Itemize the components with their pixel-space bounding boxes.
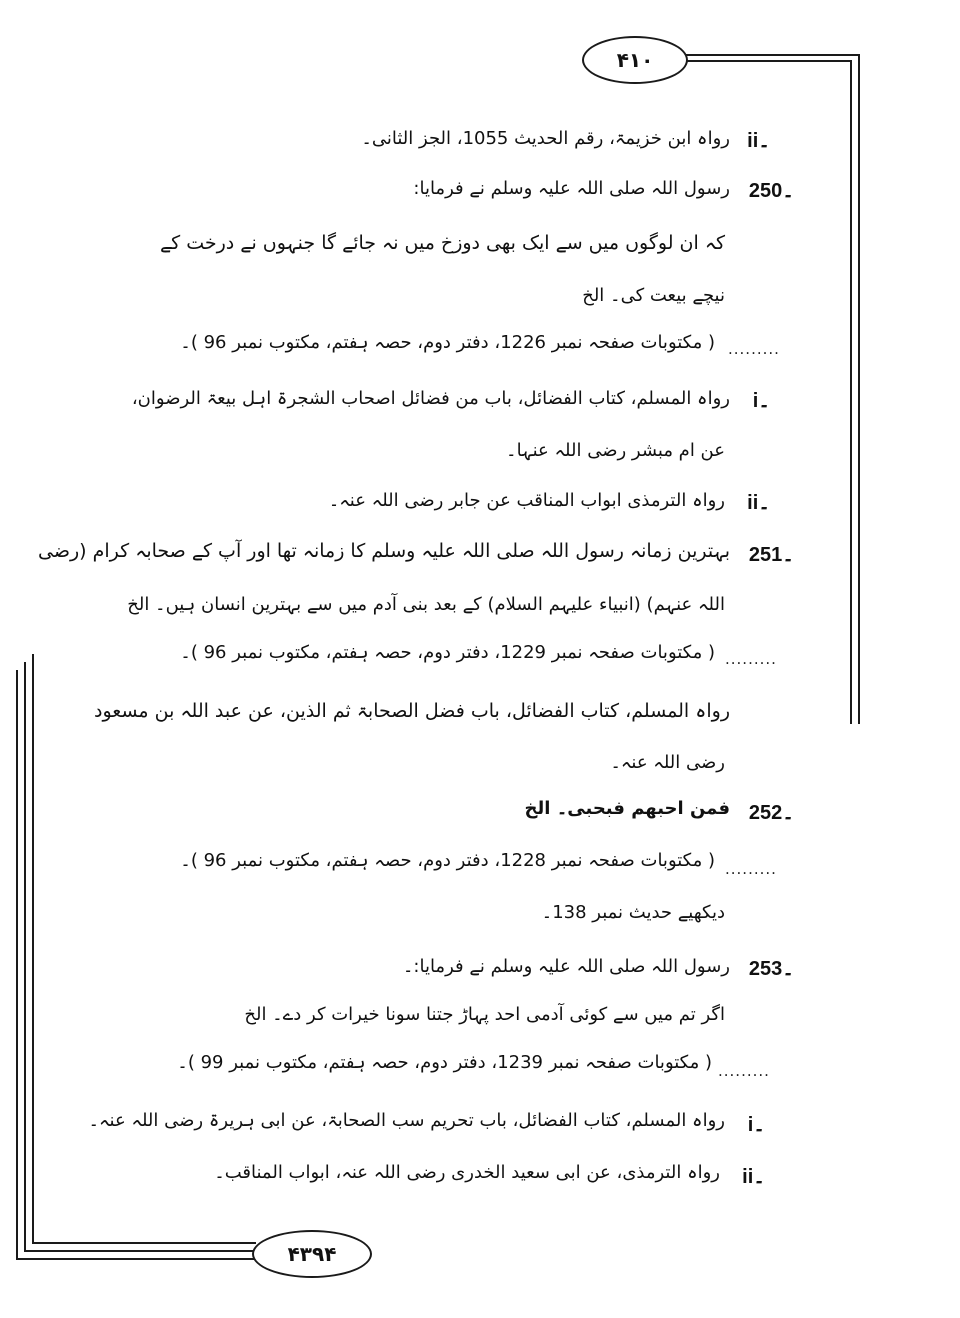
- entry-marker: ii۔: [747, 492, 770, 514]
- entry-text: دیکھیے حدیث نمبر 138۔: [541, 902, 725, 923]
- frame-top-line-inner: [680, 60, 850, 62]
- entry-dots: .........: [728, 340, 780, 358]
- reference-text: ( مکتوبات صفحہ نمبر 1229، دفتر دوم، حصہ ہفتم، مکتوب نمبر 96 )۔: [180, 642, 715, 663]
- reference-text: ( مکتوبات صفحہ نمبر 1226، دفتر دوم، حصہ ہفتم، مکتوب نمبر 96 )۔: [180, 332, 715, 353]
- entry-text: رسول اللہ صلی اللہ علیہ وسلم نے فرمایا:۔: [402, 956, 730, 977]
- entry-text: رواہ المسلم، کتاب الفضائل، باب من فضائل اصحاب الشجرۃ اہل بیعۃ الرضوان،: [131, 388, 730, 409]
- entry-text: رواہ المسلم، کتاب الفضائل، باب فضل الصحابۃ ثم الذین، عن عبد اللہ بن مسعود: [94, 700, 730, 722]
- entry-dots: .........: [725, 860, 777, 878]
- entry-marker: 251۔: [748, 544, 794, 566]
- entry-marker: 253۔: [748, 958, 794, 980]
- reference-text: ( مکتوبات صفحہ نمبر 1239، دفتر دوم، حصہ ہفتم، مکتوب نمبر 99 )۔: [177, 1052, 712, 1073]
- frame-right-line-inner: [850, 60, 852, 724]
- entry-dots: .........: [718, 1062, 770, 1080]
- entry-marker: 252۔: [748, 802, 794, 824]
- entry-text: فمن احبھم فبحبی۔ الخ: [524, 798, 730, 819]
- entry-text: رواہ الترمذی، عن ابی سعید الخدری رضی اللہ عنہ، ابواب المناقب۔: [214, 1162, 720, 1183]
- entry-text: رواہ المسلم، کتاب الفضائل، باب تحریم سب الصحابۃ، عن ابی ہریرۃ رضی اللہ عنہ۔: [88, 1110, 725, 1131]
- entry-marker: i۔: [752, 390, 770, 412]
- entry-marker: ii۔: [747, 130, 770, 152]
- page-number-bottom: ۴۳۹۴: [252, 1230, 372, 1278]
- entry-text: بہترین زمانہ رسول اللہ صلی اللہ علیہ وسلم کا زمانہ تھا اور آپ کے صحابہ کرام (رضی: [37, 540, 730, 562]
- entry-text: نیچے بیعت کی۔ الخ: [582, 285, 725, 306]
- entry-text: رسول اللہ صلی اللہ علیہ وسلم نے فرمایا:: [413, 178, 730, 199]
- frame-bottom-line: [16, 1258, 256, 1260]
- frame-left-line: [16, 670, 18, 1260]
- entry-text: رضی اللہ عنہ۔: [610, 752, 725, 773]
- entry-text: اگر تم میں سے کوئی آدمی احد پہاڑ جتنا سونا خیرات کر دے۔ الخ: [244, 1004, 725, 1025]
- entry-text: کہ ان لوگوں میں سے ایک بھی دوزخ میں نہ جائے گا جنہوں نے درخت کے: [160, 232, 725, 254]
- reference-text: ( مکتوبات صفحہ نمبر 1228، دفتر دوم، حصہ ہفتم، مکتوب نمبر 96 )۔: [180, 850, 715, 871]
- frame-left-line-inner2: [32, 654, 34, 1244]
- frame-top-line: [680, 54, 860, 56]
- frame-right-line: [858, 54, 860, 724]
- frame-bottom-line-inner2: [32, 1242, 256, 1244]
- entry-text: رواہ الترمذی ابواب المناقب عن جابر رضی اللہ عنہ۔: [328, 490, 725, 511]
- entry-marker: 250۔: [748, 180, 794, 202]
- entry-text: رواہ ابن خزیمۃ، رقم الحدیث 1055، الجز الثانی۔: [361, 128, 730, 149]
- entry-dots: .........: [725, 650, 777, 668]
- entry-marker: ii۔: [742, 1166, 765, 1188]
- entry-marker: i۔: [747, 1114, 765, 1136]
- entry-text: اللہ عنہم) (انبیاء علیہم السلام) کے بعد بنی آدم میں سے بہترین انسان ہیں۔ الخ: [127, 594, 725, 615]
- entry-text: عن ام مبشر رضی اللہ عنہا۔: [506, 440, 725, 461]
- page-number-top: ۴۱۰: [582, 36, 688, 84]
- frame-left-line-inner: [24, 662, 26, 1252]
- frame-bottom-line-inner: [24, 1250, 256, 1252]
